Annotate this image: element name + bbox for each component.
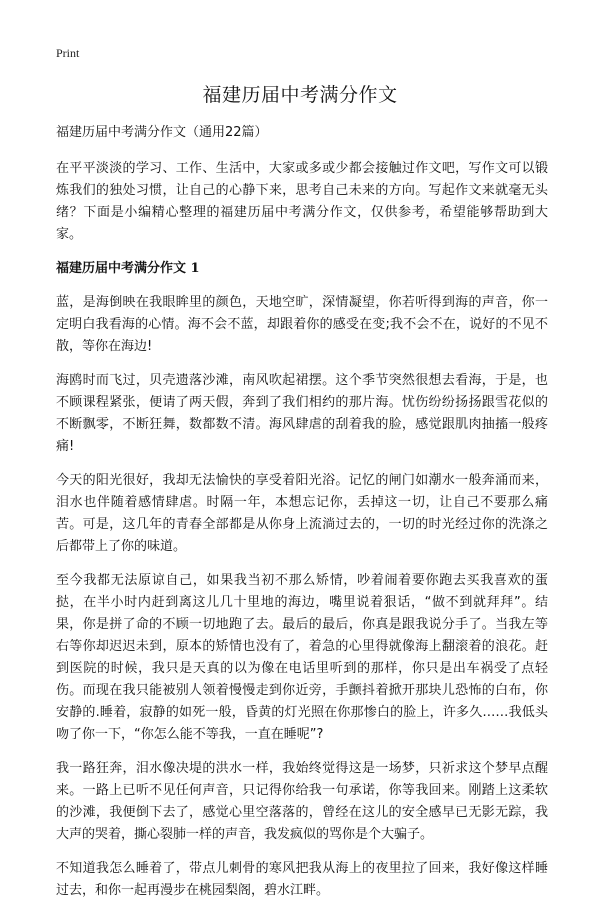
print-link[interactable]: Print xyxy=(56,46,80,60)
essay-paragraph: 蓝，是海倒映在我眼眸里的颜色，天地空旷，深情凝望，你若听得到海的声音，你一定明白我看海的心情。海不会不蓝，却跟着你的感受在变;我不会不在，说好的不见不散，等你在海边! xyxy=(56,295,548,354)
essay-paragraph: 海鸥时而飞过，贝壳遗落沙滩，南风吹起裙摆。这个季节突然很想去看海，于是，也不顾课程紧张，便请了两天假，奔到了我们相约的那片海。忧伤纷纷扬扬跟雪花似的不断飘零，不断狂舞，数都数不清。海风肆虐的刮着我的脸，感觉跟肌肉抽搐一般疼痛! xyxy=(56,373,548,454)
page-title: 福建历届中考满分作文 xyxy=(202,84,398,106)
intro-paragraph: 在平平淡淡的学习、工作、生活中，大家或多或少都会接触过作文吧，写作文可以锻炼我们的独处习惯，让自己的心静下来，思考自己未来的方向。写起作文来就毫无头绪？下面是小编精心整理的福建历届中考满分作文，仅供参考，希望能够帮助到大家。 xyxy=(56,161,548,242)
article-body xyxy=(56,122,548,914)
essay-paragraph: 不知道我怎么睡着了，带点儿刺骨的寒风把我从海上的夜里拉了回来，我好像这样睡过去，和你一起再漫步在桃园梨阁，碧水江畔。 xyxy=(56,861,548,898)
essay-paragraph: 今天的阳光很好，我却无法愉快的享受着阳光浴。记忆的闸门如潮水一般奔涌而来，泪水也伴随着感情肆虐。时隔一年，本想忘记你，丢掉这一切，让自己不要那么痛苦。可是，这几年的青春全部都是从你身上流淌过去的，一切的时光经过你的洗涤之后都带上了你的味道。 xyxy=(56,473,548,554)
essay-paragraph: 至今我都无法原谅自己，如果我当初不那么矫情，吵着闹着要你跑去买我喜欢的蛋挞，在半小时内赶到离这儿几十里地的海边，嘴里说着狠话，“做不到就拜拜”。结果，你是拼了命的不顾一切地跑了去。最后的最后，你真是跟我说分手了。当我左等右等你却迟迟未到，原本的矫情也没有了，着急的心里得就像海上翻滚着的浪花。赶到医院的时候，我只是天真的以为像在电话里听到的那样，你只是出车祸受了点轻伤。而现在我只能被别人领着慢慢走到你近旁，手颤抖着掀开那块儿恐怖的白布，你安静的.睡着，寂静的如死一般，昏黄的灯光照在你那惨白的脸上，许多久……我低头吻了你一下，“你怎么能不等我，一直在睡呢”? xyxy=(56,573,548,742)
article-subtitle: 福建历届中考满分作文（通用22篇） xyxy=(56,125,268,140)
section-heading: 福建历届中考满分作文 1 xyxy=(56,261,200,276)
essay-paragraph: 我一路狂奔，泪水像决堤的洪水一样，我始终觉得这是一场梦，只祈求这个梦早点醒来。一路上已听不见任何声音，只记得你给我一句承诺，你等我回来。刚踏上这柔软的沙滩，我便倒下去了，感觉心里空落落的，曾经在这儿的安全感早已无影无踪，我大声的哭着，撕心裂肺一样的声音，我发疯似的骂你是个大骗子。 xyxy=(56,761,548,842)
